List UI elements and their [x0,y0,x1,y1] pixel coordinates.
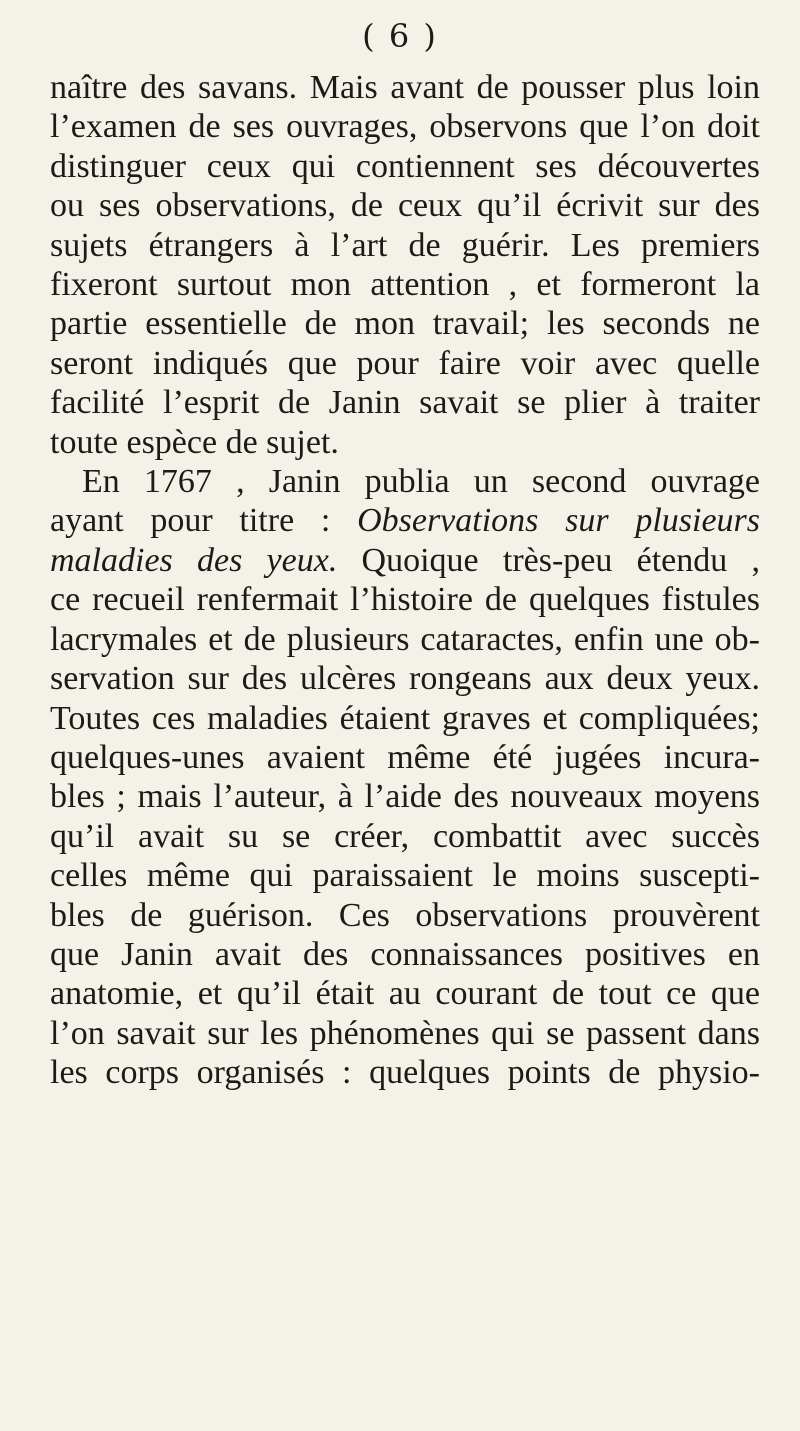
text-segment: naître des savans. Mais avant de pousser plus loin [50,69,760,106]
text-segment: celles même qui paraissaient le moins suscepti- [50,857,760,895]
text-segment: l’on savait sur les phénomènes qui se passent dans [50,1014,760,1052]
italic-title-text: maladies des yeux. [50,541,338,579]
text-segment: bles ; mais l’auteur, à l’aide des nouveaux moyens [50,778,760,816]
text-line [50,462,760,501]
text-segment: En 1767 , Janin publia un second ouvrage [82,463,760,501]
text-segment: bles de guérison. Ces observations prouvèrent [50,896,760,934]
text-segment: ce recueil renfermait l’histoire de quelques fistules [50,581,760,619]
text-segment: qu’il avait su se créer, combattit avec succès [50,817,760,855]
text-line [50,817,760,856]
text-line [50,226,760,265]
text-line [50,68,760,107]
text-line [50,1053,760,1092]
text-segment: sujets étrangers à l’art de guérir. Les premiers [50,226,760,264]
text-line [50,423,760,462]
body-text [50,68,760,1093]
text-segment: ayant pour titre : [50,502,358,540]
text-line [50,777,760,816]
text-segment: distinguer ceux qui contiennent ses découvertes [50,147,760,185]
text-segment: anatomie, et qu’il était au courant de tout ce que [50,975,760,1013]
text-line [50,935,760,974]
text-segment: fixeront surtout mon attention , et formeront la [50,266,760,304]
text-line [50,896,760,935]
text-segment: l’examen de ses ouvrages, observons que l’on doit [50,108,760,146]
text-segment: servation sur des ulcères rongeans aux deux yeux. [50,660,760,698]
text-line [50,580,760,619]
page-number: ( 6 ) [362,17,438,55]
text-line [50,974,760,1013]
text-line [50,186,760,225]
text-segment: facilité l’esprit de Janin savait se plier à traiter [50,384,760,422]
text-segment: seront indiqués que pour faire voir avec quelle [50,344,760,382]
text-segment: quelques-unes avaient même été jugées incura- [50,738,760,776]
text-segment: que Janin avait des connaissances positives en [50,935,760,973]
text-segment: les corps organisés : quelques points de physio- [50,1054,760,1092]
text-line [50,856,760,895]
text-line [50,147,760,186]
text-segment: partie essentielle de mon travail; les seconds ne [50,305,760,343]
text-segment: toute espèce de sujet. [50,423,339,461]
text-segment: Quoique très-peu étendu , [337,541,760,579]
italic-title-text: Observations sur plusieurs [357,502,760,540]
text-line [50,304,760,343]
text-line [50,107,760,146]
text-segment: Toutes ces maladies étaient graves et compliquées; [50,699,760,737]
text-line [50,1014,760,1053]
text-line [50,265,760,304]
text-segment: lacrymales et de plusieurs cataractes, enfin une ob- [50,620,760,658]
text-line [50,699,760,738]
text-line [50,541,760,580]
text-line [50,620,760,659]
text-line [50,738,760,777]
text-segment: ou ses observations, de ceux qu’il écrivit sur des [50,187,760,225]
text-line [50,659,760,698]
text-line [50,383,760,422]
text-line [50,344,760,383]
text-line [50,501,760,540]
